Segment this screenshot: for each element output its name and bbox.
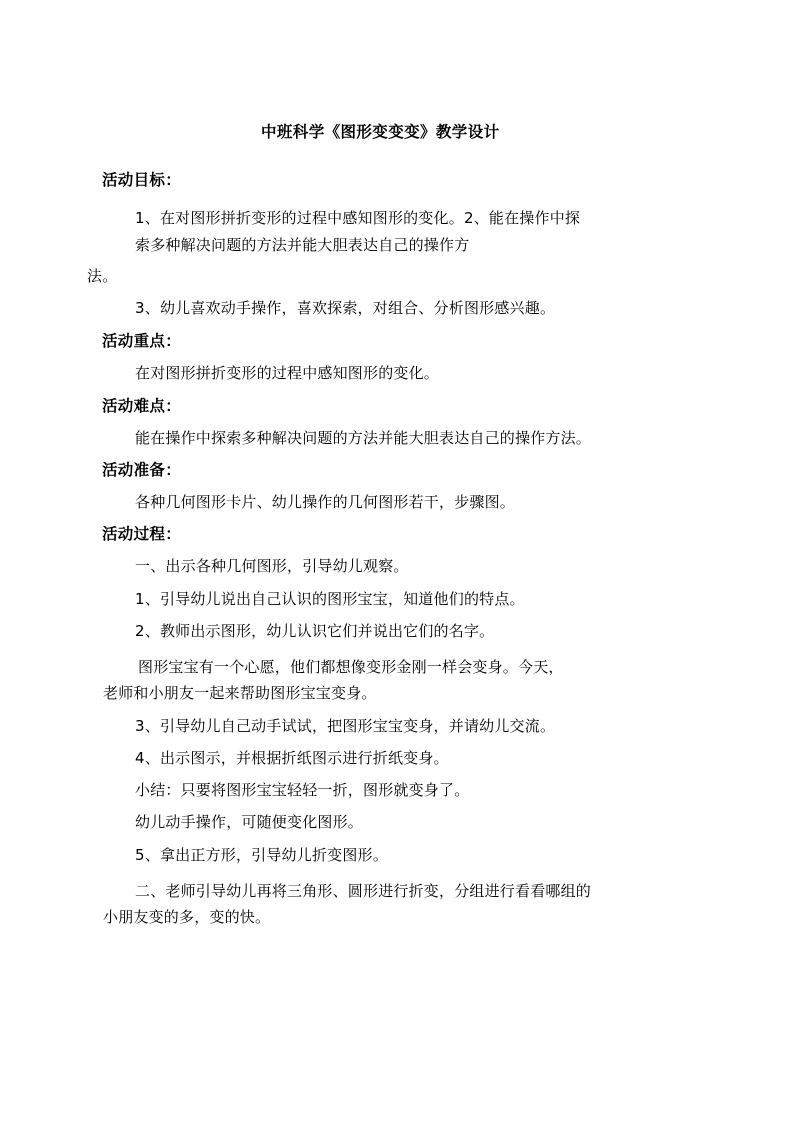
process-line: 小朋友变的多，变的快。 — [103, 908, 271, 926]
process-line: 1、引导幼儿说出自己认识的图形宝宝，知道他们的特点。 — [135, 590, 525, 608]
process-line: 幼儿动手操作，可随便变化图形。 — [135, 813, 364, 831]
process-heading: 活动过程： — [102, 524, 182, 543]
process-line: 一、出示各种几何图形，引导幼儿观察。 — [135, 557, 409, 575]
goals-heading: 活动目标： — [102, 170, 182, 189]
goal-item-1-line-2: 索多种解决问题的方法并能大胆表达自己的操作方 — [135, 236, 470, 254]
preparation-text: 各种几何图形卡片、幼儿操作的几何图形若干，步骤图。 — [135, 493, 516, 511]
preparation-heading: 活动准备： — [102, 460, 182, 479]
difficulties-text: 能在操作中探索多种解决问题的方法并能大胆表达自己的操作方法。 — [135, 429, 592, 447]
process-line: 5、拿出正方形，引导幼儿折变图形。 — [135, 846, 388, 864]
key-points-text: 在对图形拼折变形的过程中感知图形的变化。 — [135, 364, 440, 382]
process-line: 图形宝宝有一个心愿，他们都想像变形金刚一样会变身。今天， — [138, 658, 564, 676]
difficulties-heading: 活动难点： — [102, 396, 182, 415]
goal-item-1-line-1: 1、在对图形拼折变形的过程中感知图形的变化。2、能在操作中探 — [135, 209, 581, 227]
process-line: 3、引导幼儿自己动手试试，把图形宝宝变身，并请幼儿交流。 — [135, 717, 556, 735]
goal-item-3: 3、幼儿喜欢动手操作，喜欢探索，对组合、分析图形感兴趣。 — [135, 299, 556, 317]
key-points-heading: 活动重点： — [102, 331, 182, 350]
process-line: 老师和小朋友一起来帮助图形宝宝变身。 — [103, 684, 377, 702]
process-line: 小结：只要将图形宝宝轻轻一折，图形就变身了。 — [135, 781, 470, 799]
document-title: 中班科学《图形变变变》教学设计 — [261, 122, 500, 141]
process-line: 4、出示图示，并根据折纸图示进行折纸变身。 — [135, 749, 449, 767]
process-line: 2、教师出示图形，幼儿认识它们并说出它们的名字。 — [135, 622, 495, 640]
process-line: 二、老师引导幼儿再将三角形、圆形进行折变，分组进行看看哪组的 — [135, 882, 592, 900]
goal-item-1-line-3: 法。 — [87, 267, 118, 285]
